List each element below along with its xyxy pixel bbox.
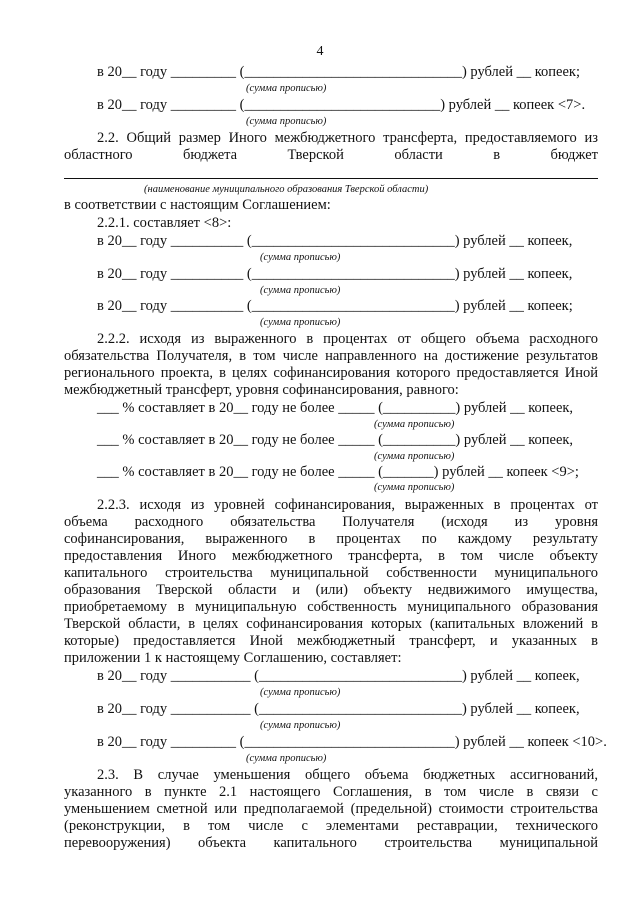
line-4: областного бюджета Тверской области в бюджет bbox=[64, 147, 598, 163]
line-3: 2.2. Общий размер Иного межбюджетного трансферта, предоставляемого из bbox=[97, 130, 598, 146]
caption-sum-words: (сумма прописью) bbox=[260, 720, 341, 731]
line-5: в соответствии с настоящим Соглашением: bbox=[64, 197, 331, 213]
line-10: 2.2.2. исходя из выраженного в процентах от общего объема расходного bbox=[97, 331, 598, 347]
line-16: ___ % составляет в 20__ году не более _____ (_______) рублей __ копеек <9>; bbox=[97, 464, 579, 480]
line-20: предоставления Иного межбюджетного трансферта, в том числе объекту bbox=[64, 548, 598, 564]
line-25: которые) предоставляется Иной межбюджетный трансферт, и указанных в bbox=[64, 633, 598, 649]
caption-sum-words: (сумма прописью) bbox=[260, 317, 341, 328]
line-1: в 20__ году _________ (______________________________) рублей __ копеек; bbox=[97, 64, 581, 80]
line-19: софинансирования, выраженного в процентах по каждому результату bbox=[64, 531, 598, 547]
line-13: межбюджетный трансферт, уровня софинансирования, равного: bbox=[64, 382, 459, 398]
caption-sum-words: (сумма прописью) bbox=[260, 687, 341, 698]
municipality-underline bbox=[64, 178, 598, 179]
line-32: уменьшением сметной или предполагаемой (предельной) стоимости строительства bbox=[64, 801, 598, 817]
line-23: приобретаемому в муниципальную собственность муниципального образования bbox=[64, 599, 598, 615]
caption-sum-words: (сумма прописью) bbox=[260, 252, 341, 263]
line-30: 2.3. В случае уменьшения общего объема бюджетных ассигнований, bbox=[97, 767, 598, 783]
line-15: ___ % составляет в 20__ году не более _____ (__________) рублей __ копеек, bbox=[97, 432, 574, 448]
caption-sum-words: (сумма прописью) bbox=[246, 83, 327, 94]
page-number: 4 bbox=[316, 44, 324, 59]
line-17: 2.2.3. исходя из уровней софинансирования, выраженных в процентах от bbox=[97, 497, 598, 513]
line-21: капитального строительства муниципальной собственности муниципального bbox=[64, 565, 598, 581]
line-9: в 20__ году __________ (____________________________) рублей __ копеек; bbox=[97, 298, 573, 314]
caption-sum-words: (сумма прописью) bbox=[246, 753, 327, 764]
line-11: обязательства Получателя, в том числе направленного на достижение результатов bbox=[64, 348, 598, 364]
line-8: в 20__ году __________ (____________________________) рублей __ копеек, bbox=[97, 266, 573, 282]
line-31: указанного в пункте 2.1 настоящего Соглашения, в том числе в связи с bbox=[64, 784, 598, 800]
line-26: приложении 1 к настоящему Соглашению, составляет: bbox=[64, 650, 402, 666]
line-27: в 20__ году ___________ (____________________________) рублей __ копеек, bbox=[97, 668, 580, 684]
line-18: объема расходного обязательства Получателя (исходя из уровня bbox=[64, 514, 598, 530]
line-6: 2.2.1. составляет <8>: bbox=[97, 215, 232, 231]
caption-municipality: (наименование муниципального образования Тверской области) bbox=[144, 184, 429, 195]
line-14: ___ % составляет в 20__ году не более _____ (__________) рублей __ копеек, bbox=[97, 400, 574, 416]
caption-sum-words: (сумма прописью) bbox=[374, 419, 455, 430]
caption-sum-words: (сумма прописью) bbox=[246, 116, 327, 127]
line-12: регионального проекта, в целях софинансирования которого предоставляется Иной bbox=[64, 365, 598, 381]
caption-sum-words: (сумма прописью) bbox=[374, 482, 455, 493]
line-34: перевооружения) объекта капитального строительства муниципальной bbox=[64, 835, 598, 851]
line-28: в 20__ году ___________ (____________________________) рублей __ копеек, bbox=[97, 701, 580, 717]
line-22: образования Тверской области и (или) объекту недвижимого имущества, bbox=[64, 582, 598, 598]
line-33: (реконструкции, в том числе с элементами реставрации, технического bbox=[64, 818, 598, 834]
line-2: в 20__ году _________ (___________________________) рублей __ копеек <7>. bbox=[97, 97, 586, 113]
caption-sum-words: (сумма прописью) bbox=[374, 451, 455, 462]
line-7: в 20__ году __________ (____________________________) рублей __ копеек, bbox=[97, 233, 573, 249]
line-29: в 20__ году _________ (_____________________________) рублей __ копеек <10>. bbox=[97, 734, 607, 750]
caption-sum-words: (сумма прописью) bbox=[260, 285, 341, 296]
line-24: Тверской области, в целях софинансирования которых (капитальных вложений в bbox=[64, 616, 598, 632]
